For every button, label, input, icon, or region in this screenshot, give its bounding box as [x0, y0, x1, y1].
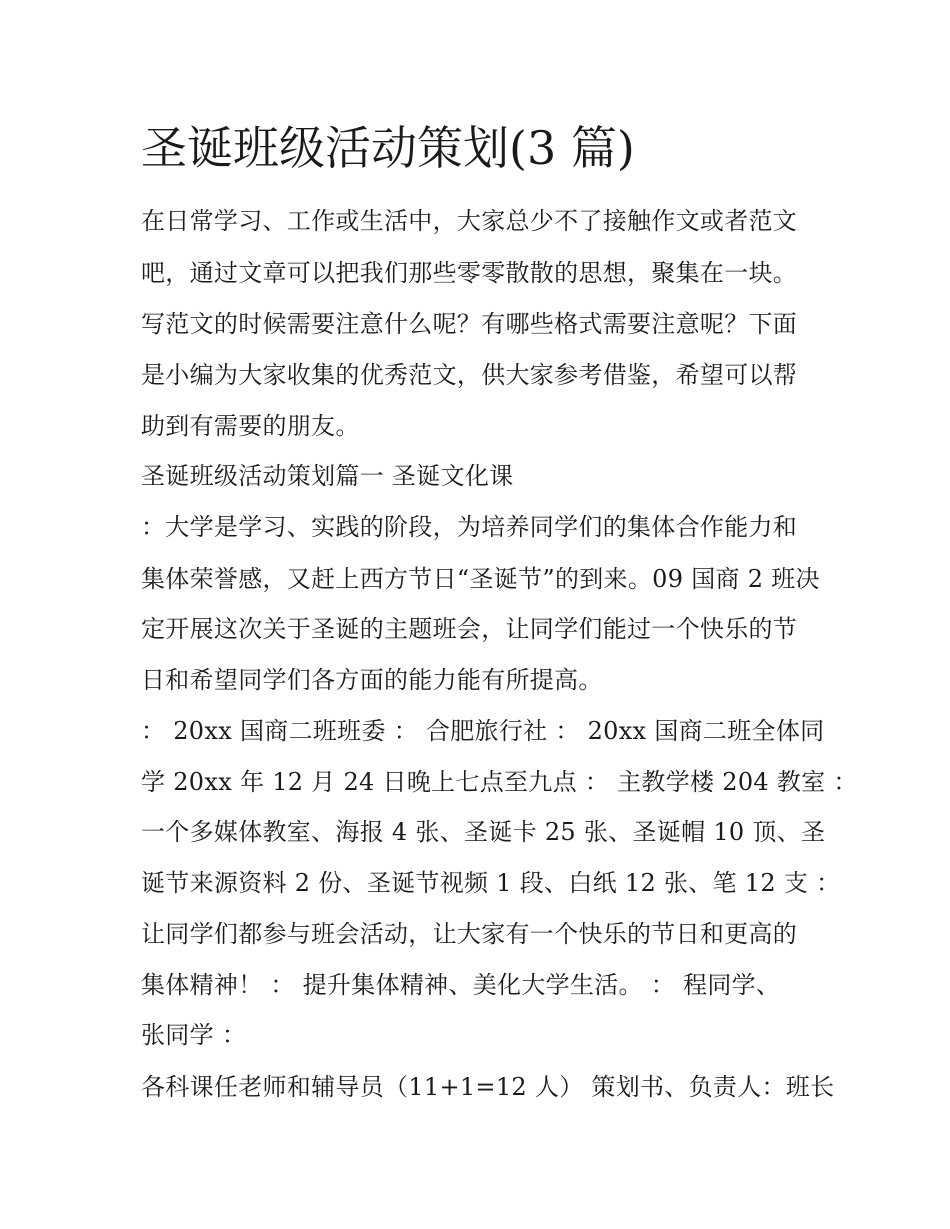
paragraph-line: 定开展这次关于圣诞的主题班会，让同学们能过一个快乐的节	[141, 615, 798, 643]
paragraph-line: ：大学是学习、实践的阶段，为培养同学们的集体合作能力和	[141, 513, 798, 541]
paragraph-line: 让同学们都参与班会活动，让大家有一个快乐的节日和更高的	[141, 920, 798, 948]
page-title: 圣诞班级活动策划(3 篇)	[141, 121, 635, 175]
paragraph-line: 写范文的时候需要注意什么呢？有哪些格式需要注意呢？下面	[141, 310, 798, 338]
paragraph-line: ： 20xx 国商二班班委 ： 合肥旅行社 ： 20xx 国商二班全体同	[141, 717, 825, 745]
paragraph-line: 各科课任老师和辅导员（11+1=12 人） 策划书、负责人：班长	[141, 1073, 835, 1101]
paragraph-line: 吧，通过文章可以把我们那些零零散散的思想，聚集在一块。	[141, 259, 798, 287]
paragraph-line: 集体精神！ ： 提升集体精神、美化大学生活。 ： 程同学、	[141, 971, 781, 999]
paragraph-line: 张同学 ：	[141, 1021, 247, 1049]
paragraph-line: 是小编为大家收集的优秀范文，供大家参考借鉴，希望可以帮	[141, 361, 798, 389]
paragraph-line: 诞节来源资料 2 份、圣诞节视频 1 段、白纸 12 张、笔 12 支 ：	[141, 869, 841, 897]
paragraph-line: 在日常学习、工作或生活中，大家总少不了接触作文或者范文	[141, 207, 798, 235]
paragraph-line: 一个多媒体教室、海报 4 张、圣诞卡 25 张、圣诞帽 10 顶、圣	[141, 818, 826, 846]
paragraph-line: 学 20xx 年 12 月 24 日晚上七点至九点 ： 主教学楼 204 教室 ：	[141, 768, 858, 796]
paragraph-line: 助到有需要的朋友。	[141, 412, 360, 440]
paragraph-line: 日和希望同学们各方面的能力能有所提高。	[141, 666, 603, 694]
paragraph-line: 集体荣誉感，又赶上西方节日“圣诞节”的到来。09 国商 2 班决	[141, 565, 820, 593]
section-heading: 圣诞班级活动策划篇一 圣诞文化课	[141, 462, 514, 490]
